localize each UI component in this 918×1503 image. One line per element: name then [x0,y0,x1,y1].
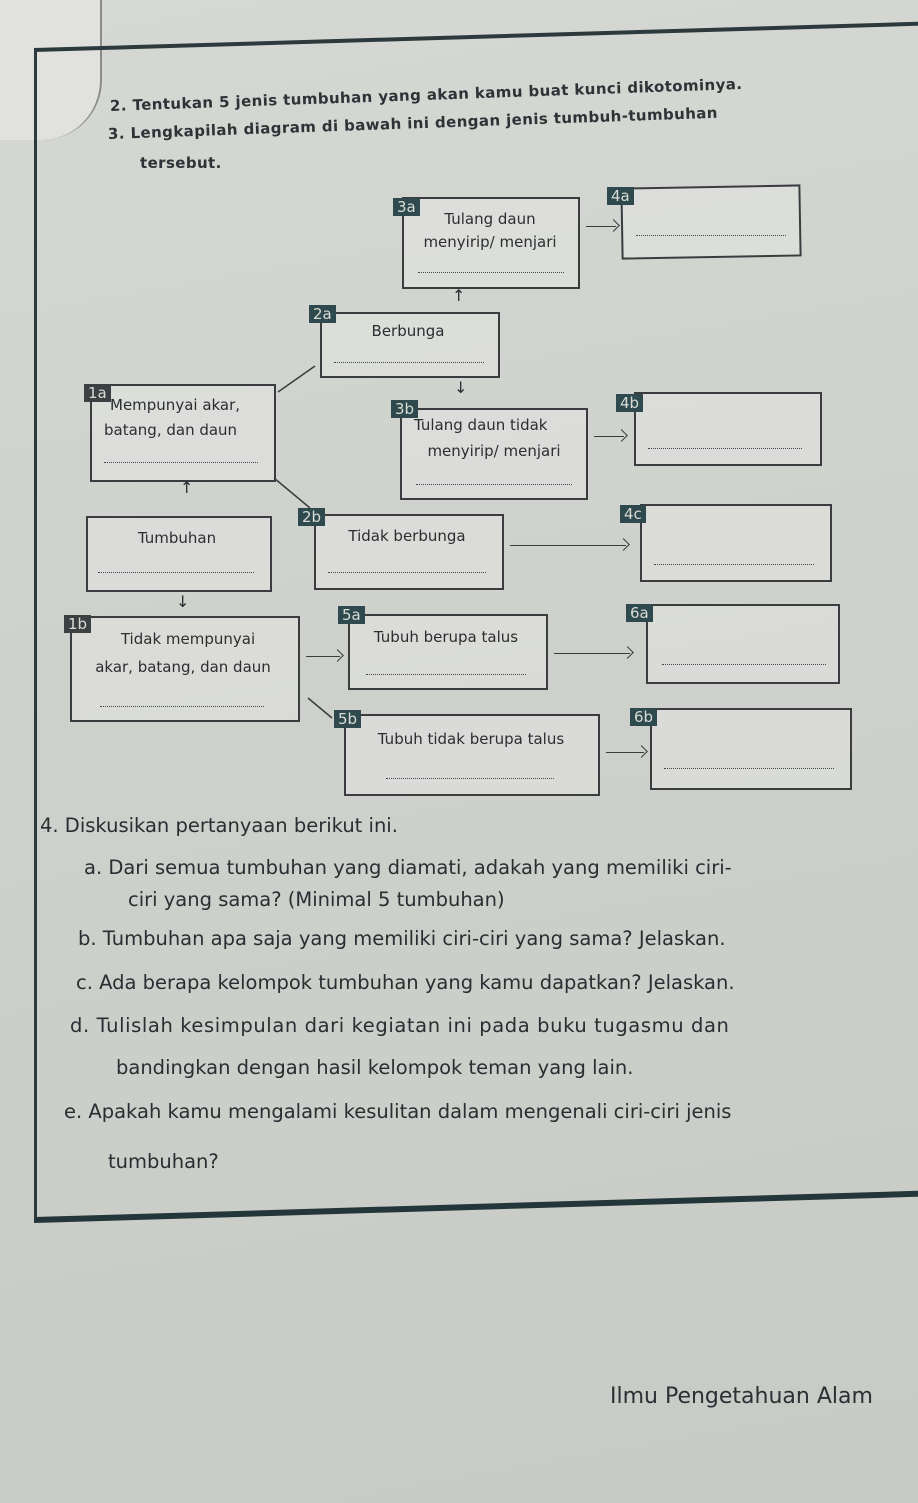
node-5a-line1: Tubuh berupa talus [373,628,519,646]
node-4c [640,504,832,582]
node-3a-answer-line[interactable] [418,272,564,273]
node-4b-tag: 4b [616,394,643,412]
arrow-5b-6b [606,752,644,753]
node-5a [348,614,548,690]
node-4a-answer-line[interactable] [636,235,786,236]
question-d-line2: bandingkan dengan hasil kelompok teman yang lain. [116,1056,634,1079]
node-root [86,516,272,592]
branch-connectors [260,360,330,520]
arrow-down-icon-2: ↓ [176,592,190,611]
node-6b-tag: 6b [630,708,657,726]
node-5b-tag: 5b [334,710,361,728]
arrow-2b-4c [510,545,626,546]
node-5a-answer-line[interactable] [366,674,526,675]
question-c: c. Ada berapa kelompok tumbuhan yang kamu dapatkan? Jelaskan. [76,971,735,994]
arrow-1b-5a [306,656,340,657]
node-6b-answer-line[interactable] [664,768,834,769]
question-e-line1: e. Apakah kamu mengalami kesulitan dalam mengenali ciri-ciri jenis [64,1100,732,1123]
node-1b-line2: akar, batang, dan daun [95,658,271,676]
node-6a [646,604,840,684]
node-5a-tag: 5a [338,606,365,624]
node-4c-answer-line[interactable] [654,564,814,565]
node-2b-answer-line[interactable] [328,572,486,573]
node-3a-line2: menyirip/ menjari [423,233,557,251]
node-3a-line1: Tulang daun [444,210,536,228]
node-1b-answer-line[interactable] [100,706,264,707]
node-2b-line1: Tidak berbunga [348,527,466,545]
node-5b-answer-line[interactable] [386,778,554,779]
node-1a-answer-line[interactable] [104,462,258,463]
node-3b-tag: 3b [391,400,418,418]
node-4b [634,392,822,466]
node-3b-line1: Tulang daun tidak [414,416,548,434]
node-4a-tag: 4a [607,187,634,205]
node-1b-line1: Tidak mempunyai [120,630,256,648]
node-root-answer-line[interactable] [98,572,254,573]
node-1a-tag: 1a [84,384,111,402]
node-2b [314,514,504,590]
node-6a-answer-line[interactable] [662,664,826,665]
question-b: b. Tumbuhan apa saja yang memiliki ciri-ciri yang sama? Jelaskan. [78,927,726,950]
node-3a-tag: 3a [393,198,420,216]
node-5b [344,714,600,796]
question-d-line1: d. Tulislah kesimpulan dari kegiatan ini pada buku tugasmu dan [70,1014,730,1037]
arrow-5a-6a [554,653,630,654]
node-2a-tag: 2a [309,305,336,323]
node-5b-line1: Tubuh tidak berupa talus [377,730,565,748]
arrow-up-icon: ↑ [452,286,466,305]
node-3b-line2: menyirip/ menjari [427,442,561,460]
node-1b-tag: 1b [64,615,91,633]
question-e-line2: tumbuhan? [108,1150,219,1173]
arrow-down-icon: ↓ [454,378,468,397]
question-a-line2: ciri yang sama? (Minimal 5 tumbuhan) [128,888,505,911]
discussion-heading: 4. Diskusikan pertanyaan berikut ini. [40,814,398,837]
node-2b-tag: 2b [298,508,325,526]
node-1a-line1: Mempunyai akar, [110,396,241,414]
node-root-line1: Tumbuhan [137,529,217,547]
subject-footer: Ilmu Pengetahuan Alam [610,1384,873,1409]
node-4c-tag: 4c [620,505,646,523]
node-3b-answer-line[interactable] [416,484,572,485]
instruction-2: 2. Tentukan 5 jenis tumbuhan yang akan kamu buat kunci dikotominya. [109,74,743,115]
node-4b-answer-line[interactable] [648,448,802,449]
node-1a-line2: batang, dan daun [104,421,238,439]
node-6a-tag: 6a [626,604,653,622]
instruction-3-cont: tersebut. [140,154,222,172]
node-6b [650,708,852,790]
node-2a-answer-line[interactable] [334,362,484,363]
arrow-3a-4a [586,226,616,227]
arrow-up-icon-2: ↑ [180,478,194,497]
node-4a [620,184,801,259]
arrow-3b-4b [594,436,624,437]
question-a-line1: a. Dari semua tumbuhan yang diamati, adakah yang memiliki ciri- [84,856,732,879]
instruction-3: 3. Lengkapilah diagram di bawah ini dengan jenis tumbuh-tumbuhan [107,103,719,143]
node-2a-line1: Berbunga [371,322,445,340]
